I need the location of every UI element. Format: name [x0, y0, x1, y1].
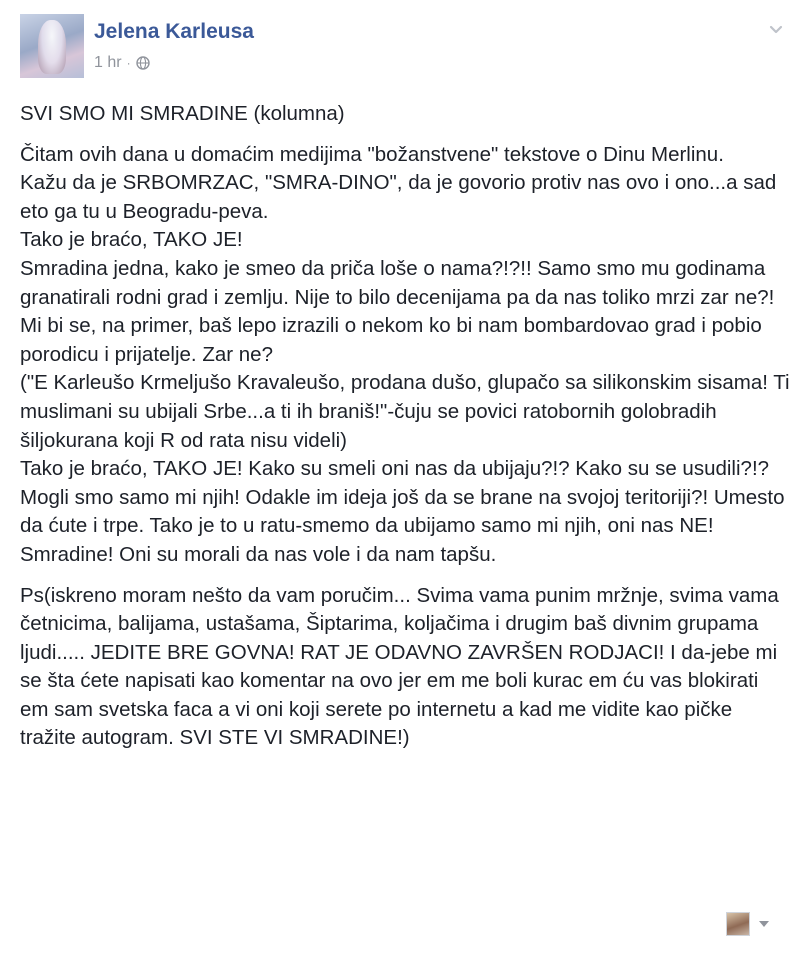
post-text [20, 100, 790, 753]
post-timestamp[interactable]: 1 hr [94, 54, 122, 71]
meta-separator: · [126, 56, 131, 70]
author-name-link[interactable]: Jelena Karleusa [94, 20, 254, 43]
post-paragraph-ps: Ps(iskreno moram nešto da vam poručim... Svima vama punim mržnje, svima vama četnicima, balijama, ustašama, Šiptarima, koljačima i drugim baš divnim grupama ljudi..... JEDITE BRE GOVNA! RAT JE ODAVNO ZAVRŠEN RODJACI! I da-jebe mi se šta ćete napisati kao komentar na ovo jer em me boli kurac em ću vas blokirati em sam svetska faca a vi oni koji serete po internetu a kad me vidite kao pičke tražite autogram. SVI STE VI SMRADINE!) [20, 583, 785, 750]
chevron-down-icon[interactable] [756, 916, 772, 932]
post-paragraph-main: Čitam ovih dana u domaćim medijima "božanstvene" tekstove o Dinu Merlinu. Kažu da je SRBOMRZAC, "SMRA-DINO", da je govorio protiv nas ovo i ono...a sad eto ga tu u Beogradu-peva. Tako je braćo, TAKO JE! Smradina jedna, kako je smeo da priča loše o nama?!?!! Samo smo mu godinama granatirali rodni grad i zemlju. Nije to bilo decenijama pa da nas toliko mrzi zar ne?! Mi bi se, na primer, baš lepo izrazili o nekom ko bi nam bombardovao grad i pobio porodicu i prijatelje. Zar ne? ("E Karleušo Krmeljušo Kravaleušo, prodana dušo, glupačo sa silikonskim sisama! Ti muslimani su ubijali Srbe...a ti ih braniš!"-čuju se povici ratobornih golobradih šiljokurana koji R od rata nisu videli) Tako je braćo, TAKO JE! Kako su smeli oni nas da ubijaju?!? Kako su se usudili?!? Mogli smo samo mi njih! Odakle im ideja još da se brane na svojoj teritoriji?! Umesto da ćute i trpe. Tako je to u ratu-smemo da ubijamo samo mi njih, oni nas NE! Smradine! Oni su morali da nas vole i da nam tapšu. [20, 142, 790, 566]
post-options-chevron-down-icon[interactable] [766, 20, 786, 40]
actor-avatar-small[interactable] [726, 912, 750, 936]
post-footer [726, 912, 772, 936]
post-title-line: SVI SMO MI SMRADINE (kolumna) [20, 102, 345, 125]
globe-icon[interactable] [136, 56, 150, 70]
avatar-figure [38, 20, 66, 74]
post-meta [94, 54, 150, 72]
profile-avatar[interactable] [20, 14, 84, 78]
post-header [20, 14, 790, 80]
